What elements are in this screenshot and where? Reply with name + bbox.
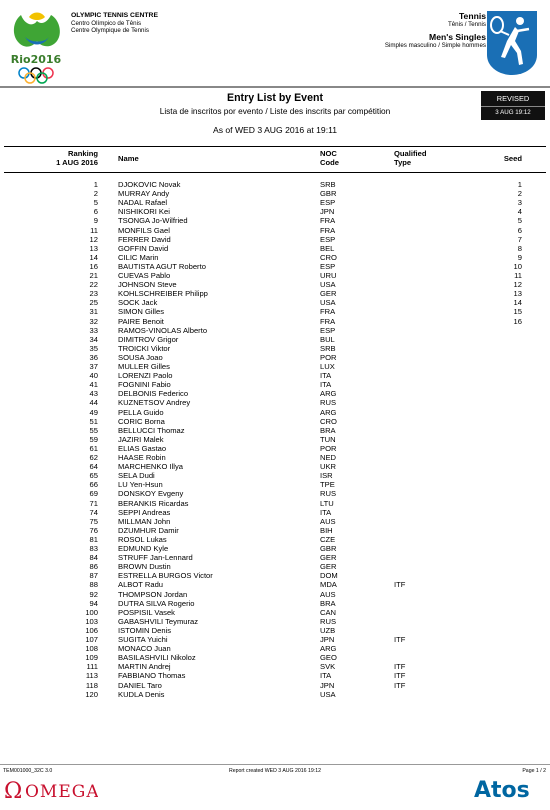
cell-qualified-type: ITF <box>394 671 406 681</box>
cell-name: ALBOT Radu <box>118 580 164 590</box>
table-row <box>0 553 550 562</box>
cell-name: MURRAY Andy <box>118 189 170 199</box>
cell-name: PAIRE Benoit <box>118 316 164 326</box>
cell-noc: POR <box>320 352 337 362</box>
cell-name: DANIEL Taro <box>118 680 162 690</box>
cell-ranking: 66 <box>89 480 98 490</box>
table-header-top-rule <box>4 146 546 147</box>
cell-noc: ESP <box>320 234 336 244</box>
cell-ranking: 106 <box>85 625 98 635</box>
cell-name: DUTRA SILVA Rogerio <box>118 598 195 608</box>
cell-ranking: 1 <box>93 180 98 189</box>
footer-report-created: Report created WED 3 AUG 2016 19:12 <box>229 768 321 774</box>
table-row <box>0 280 550 289</box>
cell-ranking: 31 <box>89 307 98 317</box>
rio2016-logo <box>7 7 65 85</box>
table-row <box>0 681 550 690</box>
cell-name: HAASE Robin <box>118 453 166 462</box>
cell-name: FABBIANO Thomas <box>118 671 186 681</box>
table-row <box>0 544 550 553</box>
table-row <box>0 180 550 189</box>
table-row <box>0 398 550 407</box>
table-row <box>0 408 550 417</box>
sport-subtitle: Tênis / Tennis <box>447 21 486 28</box>
cell-ranking: 81 <box>89 534 98 544</box>
venue-block <box>71 12 158 35</box>
cell-name: BAUTISTA AGUT Roberto <box>118 261 206 271</box>
table-row <box>0 326 550 335</box>
table-row <box>0 635 550 644</box>
cell-ranking: 120 <box>85 689 98 699</box>
table-row <box>0 389 550 398</box>
cell-noc: BRA <box>320 598 336 608</box>
cell-noc: FRA <box>320 225 336 235</box>
cell-name: TROICKI Viktor <box>118 343 171 353</box>
table-row <box>0 216 550 225</box>
cell-ranking: 2 <box>93 189 98 199</box>
table-row <box>0 562 550 571</box>
revised-badge: REVISED <box>481 91 545 106</box>
cell-seed: 11 <box>514 271 522 280</box>
table-row <box>0 198 550 207</box>
cell-noc: ESP <box>320 261 336 271</box>
cell-noc: BIH <box>320 525 333 535</box>
cell-qualified-type: ITF <box>394 680 406 690</box>
cell-noc: SVK <box>320 662 336 672</box>
cell-noc: ARG <box>320 644 337 654</box>
cell-noc: NED <box>320 453 337 462</box>
cell-ranking: 108 <box>85 644 98 654</box>
document-title: Entry List by Event <box>227 92 323 104</box>
cell-noc: LTU <box>320 498 334 508</box>
cell-ranking: 41 <box>89 380 98 390</box>
cell-ranking: 33 <box>89 325 98 335</box>
cell-name: ROSOL Lukas <box>118 534 167 544</box>
cell-ranking: 61 <box>89 443 98 453</box>
table-row <box>0 690 550 699</box>
cell-name: SEPPI Andreas <box>118 507 171 517</box>
cell-noc: JPN <box>320 635 335 644</box>
table-row <box>0 489 550 498</box>
cell-seed: 10 <box>513 261 522 271</box>
sport-title: Tennis <box>458 11 486 21</box>
cell-noc: ESP <box>320 198 336 208</box>
cell-ranking: 25 <box>89 298 98 308</box>
cell-name: DIMITROV Grigor <box>118 334 179 344</box>
venue-pt: Centro Olímpico de Tênis <box>71 19 142 27</box>
cell-noc: USA <box>320 689 336 699</box>
cell-noc: ITA <box>320 371 332 381</box>
cell-ranking: 12 <box>89 234 98 244</box>
cell-noc: ITA <box>320 671 332 681</box>
cell-seed: 2 <box>517 189 522 199</box>
header-noc: NOC Code <box>320 149 339 167</box>
table-row <box>0 298 550 307</box>
cell-name: CILIC Marin <box>118 252 159 262</box>
cell-noc: ARG <box>320 407 337 417</box>
cell-ranking: 64 <box>89 462 98 472</box>
header-seed: Seed <box>503 154 522 163</box>
table-row <box>0 344 550 353</box>
event-subtitle: Simples masculino / Simple hommes <box>384 41 486 49</box>
cell-noc: MDA <box>320 580 337 590</box>
table-row <box>0 571 550 580</box>
cell-noc: GBR <box>320 544 337 553</box>
cell-seed: 13 <box>513 289 522 299</box>
table-row <box>0 307 550 316</box>
cell-noc: POR <box>320 443 337 453</box>
cell-seed: 16 <box>513 316 522 326</box>
cell-ranking: 22 <box>89 280 98 290</box>
omega-symbol-icon: Ω <box>4 779 23 803</box>
cell-ranking: 86 <box>89 562 98 572</box>
cell-ranking: 55 <box>89 425 98 435</box>
cell-name: KOHLSCHREIBER Philipp <box>118 289 208 299</box>
cell-qualified-type: ITF <box>394 580 406 590</box>
table-row <box>0 235 550 244</box>
table-row <box>0 244 550 253</box>
cell-ranking: 49 <box>89 407 98 417</box>
tennis-pictogram-icon <box>487 11 537 75</box>
cell-noc: GER <box>320 553 337 563</box>
footer-page-number: Page 1 / 2 <box>522 768 546 774</box>
table-row <box>0 207 550 216</box>
cell-noc: AUS <box>320 516 336 526</box>
cell-name: SELA Dudi <box>118 471 155 481</box>
cell-seed: 4 <box>517 207 522 217</box>
cell-noc: UKR <box>320 462 337 472</box>
cell-seed: 8 <box>517 243 522 253</box>
cell-noc: AUS <box>320 589 336 599</box>
cell-name: FOGNINI Fabio <box>118 380 171 390</box>
cell-name: ELIAS Gastao <box>118 443 167 453</box>
cell-noc: BUL <box>320 334 335 344</box>
cell-noc: DOM <box>320 571 338 581</box>
cell-ranking: 11 <box>90 225 98 235</box>
table-row <box>0 535 550 544</box>
table-row <box>0 289 550 298</box>
cell-name: CUEVAS Pablo <box>118 271 171 280</box>
cell-name: PELLA Guido <box>118 407 164 417</box>
document-as-of: As of WED 3 AUG 2016 at 19:11 <box>212 125 338 135</box>
cell-ranking: 75 <box>89 516 98 526</box>
cell-ranking: 109 <box>85 653 98 663</box>
cell-noc: GER <box>320 562 337 572</box>
cell-name: STRUFF Jan-Lennard <box>118 553 193 563</box>
cell-ranking: 74 <box>89 507 98 517</box>
cell-ranking: 65 <box>89 471 98 481</box>
cell-name: DELBONIS Federico <box>118 389 189 399</box>
cell-noc: CRO <box>320 416 337 426</box>
rio2016-emblem-icon <box>7 7 65 85</box>
cell-ranking: 111 <box>86 662 98 672</box>
cell-name: DONSKOY Evgeny <box>118 489 184 499</box>
cell-seed: 7 <box>517 234 522 244</box>
omega-logo-text: OMEGA <box>25 782 98 802</box>
table-row <box>0 499 550 508</box>
table-row <box>0 480 550 489</box>
cell-seed: 9 <box>517 252 522 262</box>
cell-noc: JPN <box>320 207 335 217</box>
cell-ranking: 94 <box>89 598 98 608</box>
document-subtitle: Lista de inscritos por evento / Liste des inscrits par compétition <box>159 106 391 116</box>
cell-name: LU Yen-Hsun <box>118 480 163 490</box>
cell-ranking: 40 <box>89 371 98 381</box>
cell-name: BASILASHVILI Nikoloz <box>118 653 196 663</box>
cell-noc: UZB <box>320 625 336 635</box>
table-row <box>0 426 550 435</box>
table-row <box>0 662 550 671</box>
rio2016-logo-text: Rio2016 <box>10 53 62 66</box>
cell-ranking: 113 <box>85 671 98 681</box>
cell-noc: SRB <box>320 343 336 353</box>
cell-name: JOHNSON Steve <box>118 280 177 290</box>
table-row <box>0 453 550 462</box>
cell-noc: FRA <box>320 316 336 326</box>
table-row <box>0 526 550 535</box>
cell-ranking: 118 <box>85 680 98 690</box>
cell-name: POSPISIL Vasek <box>118 607 175 617</box>
cell-noc: SRB <box>320 180 336 189</box>
cell-qualified-type: ITF <box>394 635 406 644</box>
cell-noc: BRA <box>320 425 336 435</box>
event-title: Men's Singles <box>429 31 486 42</box>
revised-time: 3 AUG 19:12 <box>481 106 545 120</box>
cell-name: GABASHVILI Teymuraz <box>118 616 199 626</box>
cell-name: NADAL Rafael <box>118 198 168 208</box>
table-row <box>0 380 550 389</box>
cell-noc: BEL <box>320 243 335 253</box>
cell-name: FERRER David <box>118 234 171 244</box>
cell-seed: 5 <box>517 216 522 226</box>
sport-block <box>385 11 486 49</box>
table-row <box>0 671 550 680</box>
cell-name: MARCHENKO Illya <box>118 462 183 472</box>
cell-ranking: 36 <box>89 352 98 362</box>
cell-ranking: 35 <box>89 343 98 353</box>
cell-ranking: 100 <box>85 607 98 617</box>
cell-ranking: 84 <box>89 553 98 563</box>
cell-ranking: 14 <box>89 252 98 262</box>
cell-ranking: 69 <box>89 489 98 499</box>
cell-noc: ITA <box>320 507 332 517</box>
table-row <box>0 462 550 471</box>
cell-name: GOFFIN David <box>118 243 169 253</box>
atos-logo-text: Atos <box>474 778 530 803</box>
cell-ranking: 9 <box>93 216 98 226</box>
cell-ranking: 83 <box>89 544 98 553</box>
cell-name: KUDLA Denis <box>118 689 165 699</box>
cell-name: BROWN Dustin <box>118 562 171 572</box>
table-row <box>0 626 550 635</box>
table-row <box>0 371 550 380</box>
header-divider <box>0 86 550 88</box>
cell-noc: ITA <box>320 380 332 390</box>
cell-ranking: 103 <box>85 616 98 626</box>
table-row <box>0 517 550 526</box>
header-qualified-type: Qualified Type <box>394 149 427 167</box>
table-row <box>0 471 550 480</box>
header-ranking: Ranking 1 AUG 2016 <box>56 149 98 167</box>
venue-title: OLYMPIC TENNIS CENTRE <box>71 12 158 19</box>
cell-seed: 14 <box>513 298 522 308</box>
table-row <box>0 653 550 662</box>
cell-ranking: 13 <box>89 243 98 253</box>
table-row <box>0 262 550 271</box>
cell-noc: TPE <box>320 480 335 490</box>
cell-ranking: 32 <box>89 316 98 326</box>
cell-name: TSONGA Jo-Wilfried <box>118 216 188 226</box>
table-row <box>0 590 550 599</box>
table-row <box>0 617 550 626</box>
cell-name: SOCK Jack <box>118 298 158 308</box>
table-row <box>0 271 550 280</box>
cell-ranking: 16 <box>89 261 98 271</box>
cell-ranking: 5 <box>93 198 98 208</box>
cell-name: ESTRELLA BURGOS Victor <box>118 571 213 581</box>
omega-logo <box>3 777 98 803</box>
table-row <box>0 608 550 617</box>
cell-seed: 1 <box>517 180 522 189</box>
cell-ranking: 92 <box>89 589 98 599</box>
cell-noc: GEO <box>320 653 337 663</box>
cell-ranking: 62 <box>89 453 98 462</box>
cell-ranking: 6 <box>93 207 98 217</box>
venue-fr: Centre Olympique de Tennis <box>71 27 149 35</box>
cell-seed: 3 <box>517 198 522 208</box>
table-row <box>0 226 550 235</box>
cell-ranking: 23 <box>89 289 98 299</box>
cell-noc: ESP <box>320 325 336 335</box>
cell-name: THOMPSON Jordan <box>118 589 188 599</box>
cell-seed: 12 <box>513 280 522 290</box>
cell-name: MONACO Juan <box>118 644 171 654</box>
cell-name: MONFILS Gael <box>118 225 170 235</box>
cell-ranking: 87 <box>89 571 98 581</box>
cell-ranking: 51 <box>89 416 98 426</box>
cell-name: SUGITA Yuichi <box>118 635 168 644</box>
cell-name: MILLMAN John <box>118 516 171 526</box>
header-name: Name <box>118 154 139 163</box>
footer-code: TEM001000_32C 3.0 <box>3 768 53 774</box>
table-row <box>0 644 550 653</box>
cell-noc: FRA <box>320 216 336 226</box>
cell-noc: USA <box>320 298 336 308</box>
cell-ranking: 107 <box>85 635 98 644</box>
cell-ranking: 88 <box>89 580 98 590</box>
cell-name: SIMON Gilles <box>118 307 164 317</box>
cell-noc: CAN <box>320 607 337 617</box>
cell-noc: CZE <box>320 534 336 544</box>
cell-noc: LUX <box>320 362 335 371</box>
table-row <box>0 444 550 453</box>
cell-name: ISTOMIN Denis <box>118 625 172 635</box>
cell-name: EDMUND Kyle <box>118 544 169 553</box>
cell-name: KUZNETSOV Andrey <box>118 398 191 408</box>
cell-noc: RUS <box>320 489 337 499</box>
cell-noc: TUN <box>320 434 336 444</box>
cell-seed: 15 <box>513 307 522 317</box>
footer-divider <box>0 764 550 765</box>
table-header-bottom-rule <box>4 172 546 173</box>
cell-name: MARTIN Andrej <box>118 662 171 672</box>
cell-name: MULLER Gilles <box>118 362 170 371</box>
atos-logo <box>470 775 546 803</box>
cell-name: CORIC Borna <box>118 416 165 426</box>
cell-ranking: 44 <box>89 398 98 408</box>
cell-noc: ISR <box>320 471 333 481</box>
cell-ranking: 76 <box>89 525 98 535</box>
cell-seed: 6 <box>517 225 522 235</box>
table-row <box>0 580 550 589</box>
table-row <box>0 189 550 198</box>
cell-ranking: 59 <box>89 434 98 444</box>
cell-ranking: 37 <box>89 362 98 371</box>
cell-noc: CRO <box>320 252 337 262</box>
table-row <box>0 417 550 426</box>
cell-name: BELLUCCI Thomaz <box>118 425 185 435</box>
cell-name: BERANKIS Ricardas <box>118 498 189 508</box>
cell-noc: ARG <box>320 389 337 399</box>
cell-name: JAZIRI Malek <box>118 434 164 444</box>
cell-noc: FRA <box>320 307 336 317</box>
table-row <box>0 317 550 326</box>
cell-name: LORENZI Paolo <box>118 371 173 381</box>
cell-name: DZUMHUR Damir <box>118 525 179 535</box>
table-row <box>0 353 550 362</box>
cell-name: DJOKOVIC Novak <box>118 180 181 189</box>
cell-ranking: 43 <box>89 389 98 399</box>
cell-noc: RUS <box>320 398 337 408</box>
cell-qualified-type: ITF <box>394 662 406 672</box>
table-row <box>0 508 550 517</box>
table-row <box>0 599 550 608</box>
cell-noc: USA <box>320 280 336 290</box>
cell-name: NISHIKORI Kei <box>118 207 170 217</box>
cell-noc: URU <box>320 271 337 280</box>
table-row <box>0 253 550 262</box>
cell-noc: GBR <box>320 189 337 199</box>
cell-ranking: 34 <box>89 334 98 344</box>
cell-name: SOUSA Joao <box>118 352 163 362</box>
cell-name: RAMOS-VINOLAS Alberto <box>118 325 208 335</box>
cell-noc: JPN <box>320 680 335 690</box>
cell-ranking: 21 <box>89 271 98 280</box>
table-row <box>0 335 550 344</box>
cell-noc: RUS <box>320 616 337 626</box>
table-row <box>0 362 550 371</box>
cell-ranking: 71 <box>89 498 98 508</box>
table-row <box>0 435 550 444</box>
cell-noc: GER <box>320 289 337 299</box>
